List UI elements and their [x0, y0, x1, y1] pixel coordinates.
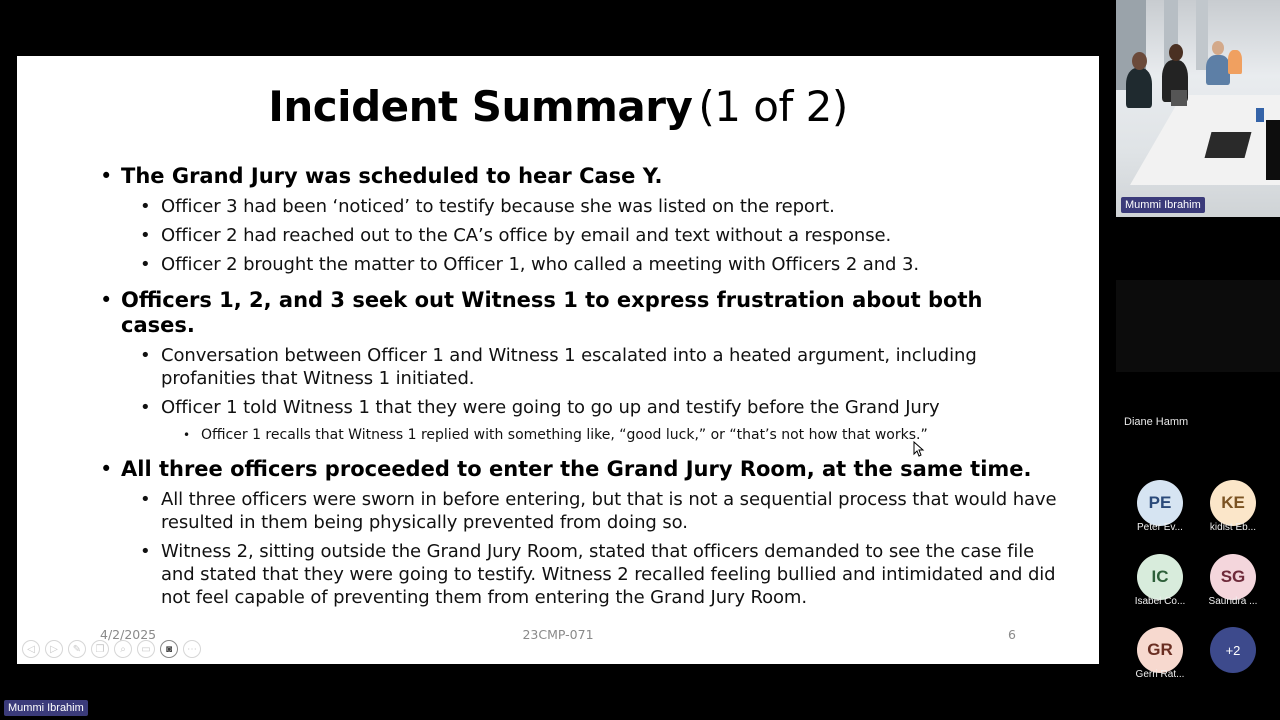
avatar-label: Saundra ... — [1208, 596, 1258, 607]
participant-video-tile[interactable] — [1116, 0, 1280, 217]
subtitles-icon[interactable]: ▭ — [137, 640, 155, 658]
bullet-item: • Officer 1 told Witness 1 that they were going to go up and testify before the Grand Jury — [140, 396, 1060, 419]
avatar-label: Isabel Co... — [1134, 596, 1186, 607]
avatar-gr[interactable]: GR — [1137, 627, 1183, 673]
avatar-sg[interactable]: SG — [1210, 554, 1256, 600]
avatar-ic[interactable]: IC — [1137, 554, 1183, 600]
avatar-label: Gerri Rat... — [1135, 669, 1185, 680]
bullet-item: • Officer 3 had been ‘noticed’ to testify because she was listed on the report. — [140, 195, 1060, 218]
more-icon[interactable]: ⋯ — [183, 640, 201, 658]
more-participants-button[interactable]: +2 — [1210, 627, 1256, 673]
avatar-label: Peter Ev... — [1137, 522, 1183, 533]
zoom-icon[interactable]: ⌕ — [114, 640, 132, 658]
slide-footer-date: 4/2/2025 — [100, 627, 157, 642]
bullet-item: • Officer 2 had reached out to the CA’s office by email and text without a response. — [140, 224, 1060, 247]
bullet-item: • All three officers were sworn in before entering, but that is not a sequential process that would have resulted in them being physically prevented from doing so. — [140, 488, 1060, 534]
section-heading: • All three officers proceeded to enter the Grand Jury Room, at the same time. — [100, 457, 1060, 482]
slide-title — [17, 82, 1099, 131]
video-name-tag: Mummi Ibrahim — [1121, 197, 1205, 213]
presentation-controls — [22, 640, 201, 658]
prev-icon[interactable]: ◁ — [22, 640, 40, 658]
slide-title-main: Incident Summary — [268, 82, 693, 131]
shared-slide — [17, 56, 1099, 664]
section-heading: • The Grand Jury was scheduled to hear Case Y. — [100, 164, 1060, 189]
presenter-name-tag: Mummi Ibrahim — [4, 700, 88, 716]
bullet-item: • Witness 2, sitting outside the Grand Jury Room, stated that officers demanded to see the case file and stated that they were going to testify. Witness 2 recalled feeling bullied and intimidated and did not feel capable of preventing them from entering the Grand Jury Room. — [140, 540, 1060, 609]
slide-bullets — [100, 164, 1060, 609]
section-heading: • Officers 1, 2, and 3 seek out Witness 1 to express frustration about both cases. — [100, 288, 1060, 338]
pen-icon[interactable]: ✎ — [68, 640, 86, 658]
slide-page-number: 6 — [1008, 627, 1016, 642]
slide-footer-code: 23CMP-071 — [522, 627, 594, 642]
next-icon[interactable]: ▷ — [45, 640, 63, 658]
sub-bullet-item: • Officer 1 recalls that Witness 1 replied with something like, “good luck,” or “that’s not how that works.” — [181, 425, 1060, 445]
copy-icon[interactable]: ❐ — [91, 640, 109, 658]
participant-name-diane[interactable]: Diane Hamm — [1124, 416, 1189, 428]
avatar-ke[interactable]: KE — [1210, 480, 1256, 526]
slide-title-suffix: (1 of 2) — [698, 82, 848, 131]
mouse-cursor-icon — [913, 441, 925, 457]
avatar-label: kidist Eb... — [1209, 522, 1257, 533]
camera-icon[interactable]: ◙ — [160, 640, 178, 658]
bullet-item: • Conversation between Officer 1 and Witness 1 escalated into a heated argument, including profanities that Witness 1 initiated. — [140, 344, 1060, 390]
avatar-pe[interactable]: PE — [1137, 480, 1183, 526]
empty-video-tile — [1116, 280, 1280, 372]
bullet-item: • Officer 2 brought the matter to Officer 1, who called a meeting with Officers 2 and 3. — [140, 253, 1060, 276]
